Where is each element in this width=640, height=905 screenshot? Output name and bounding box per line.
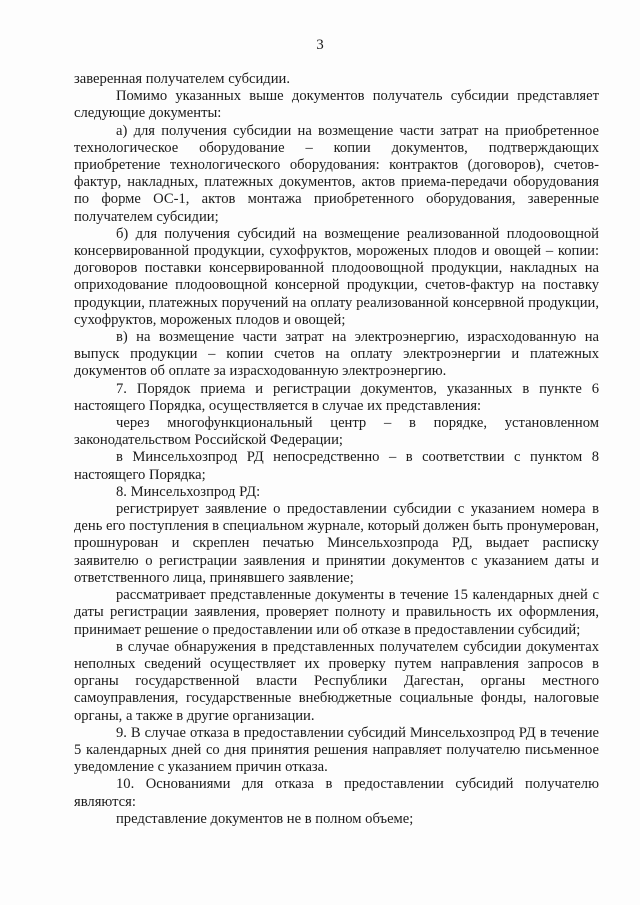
paragraph-clause-10-reason-1: представление документов не в полном объеме;	[116, 810, 414, 827]
paragraph-clause-8-registers: регистрирует заявление о предоставлении субсидии с указанием номера в день его поступления в специальном журнале, который должен быть пронумерован, прошнурован и скреплен печатью Минсельхозпрода РД, выдает расписку заявителю о регистрации заявления и принятии документов с указанием даты и ответственного лица, принявшего заявление;	[74, 501, 599, 586]
paragraph-item-b: б) для получения субсидий на возмещение реализованной плодоовощной консервированной продукции, сухофруктов, мороженых плодов и овощей – копии: договоров поставки консервированной плодоовощной продукции, накладных на оприходование плодоовощной консерной продукции, счетов-фактур на поставку продукции, платежных поручений на оплату реализованной консервной продукции, сухофруктов, мороженых плодов и овощей;	[74, 225, 599, 328]
paragraph-clause-10: 10. Основаниями для отказа в предоставлении субсидий получателю являются:	[74, 776, 599, 810]
paragraph-continuation: заверенная получателем субсидии.	[74, 71, 290, 87]
paragraph-clause-8: 8. Минсельхозпрод РД:	[116, 483, 261, 500]
paragraph-clause-7-mfc: через многофункциональный центр – в порядке, установленном законодательством Российской Федерации;	[74, 415, 599, 449]
document-body	[74, 71, 599, 828]
paragraph-clause-7: 7. Порядок приема и регистрации документов, указанных в пункте 6 настоящего Порядка, осуществляется в случае их представления:	[74, 380, 599, 414]
paragraph-clause-8-reviews: рассматривает представленные документы в течение 15 календарных дней с даты регистрации заявления, проверяет полноту и правильность их оформления, принимает решение о предоставлении или об отказе в предоставлении субсидий;	[74, 587, 599, 638]
paragraph-item-v: в) на возмещение части затрат на электроэнергию, израсходованную на выпуск продукции – копии счетов на оплату электроэнергии и платежных документов об оплате за израсходованную электроэнергию.	[74, 329, 599, 380]
paragraph-clause-8-incomplete: в случае обнаружения в представленных получателем субсидии документах неполных сведений осуществляет их проверку путем направления запросов в органы государственной власти Республики Дагестан, органы местного самоуправления, государственные внебюджетные социальные фонды, налоговые органы, а также в другие организации.	[74, 638, 599, 724]
paragraph-clause-7-direct: в Минсельхозпрод РД непосредственно – в соответствии с пунктом 8 настоящего Порядка;	[74, 449, 599, 483]
paragraph-additional-documents: Помимо указанных выше документов получатель субсидии представляет следующие документы:	[74, 88, 599, 122]
paragraph-item-a: а) для получения субсидии на возмещение части затрат на приобретенное технологическое оборудование – копии документов, подтверждающих приобретение технологического оборудования: контрактов (договоров), счетов-фактур, накладных, платежных документов, актов приема-передачи оборудования по форме ОС-1, актов монтажа приобретенного оборудования, заверенные получателем субсидии;	[74, 122, 599, 225]
page-number: 3	[316, 37, 324, 53]
paragraph-clause-9: 9. В случае отказа в предоставлении субсидий Минсельхозпрод РД в течение 5 календарных дней со дня принятия решения направляет получателю письменное уведомление с указанием причин отказа.	[74, 724, 599, 776]
